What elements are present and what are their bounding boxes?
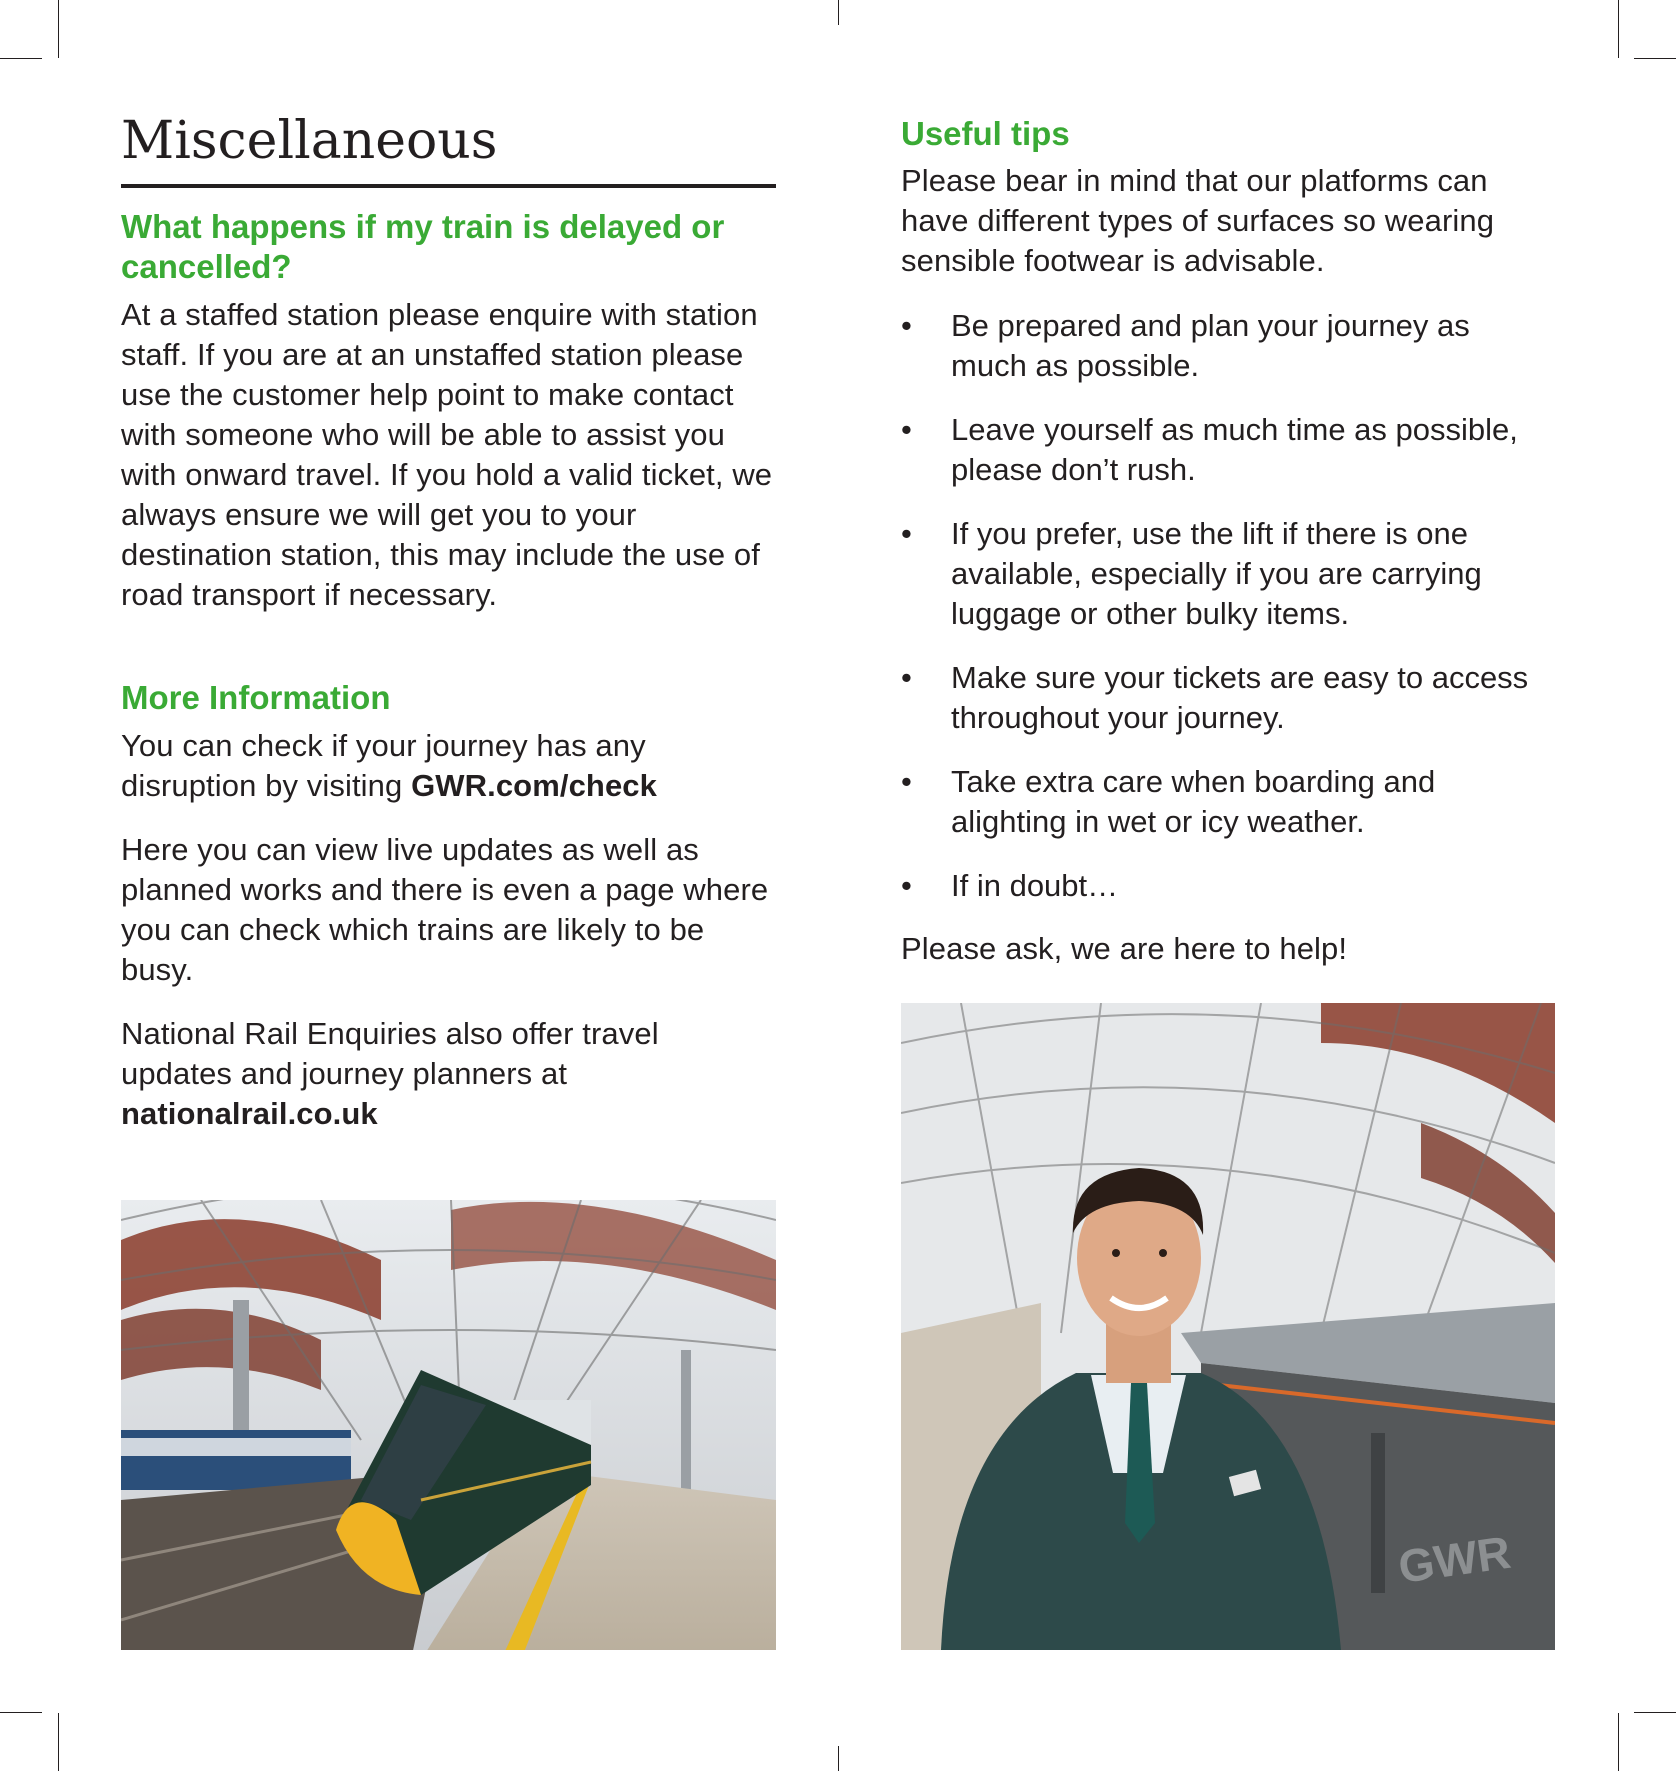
more-info-text: You can check if your journey has any disruption by visiting <box>121 728 646 803</box>
closing-text: Please ask, we are here to help! <box>901 931 1348 966</box>
delay-heading: What happens if my train is delayed or cancelled? <box>121 208 725 285</box>
crop-mark <box>838 0 839 25</box>
gwr-check-link[interactable]: GWR.com/check <box>411 768 657 803</box>
crop-mark <box>58 1713 59 1771</box>
crop-mark <box>0 58 42 59</box>
staff-member-photo <box>901 1003 1555 1650</box>
tips-intro: Please bear in mind that our platforms can have different types of surfaces so wearing sensible footwear is advisable. <box>901 163 1495 278</box>
crop-mark <box>838 1746 839 1771</box>
nationalrail-link[interactable]: nationalrail.co.uk <box>121 1096 378 1131</box>
tip-text: Be prepared and plan your journey as much as possible. <box>951 308 1470 383</box>
live-updates-body: Here you can view live updates as well as planned works and there is even a page where you can check which trains are likely to be busy. <box>121 832 769 987</box>
crop-mark <box>1634 1712 1676 1713</box>
crop-mark <box>58 0 59 58</box>
bullet-glyph: • <box>901 308 912 343</box>
bullet-glyph: • <box>901 412 912 447</box>
bullet-glyph: • <box>901 660 912 695</box>
title-rule <box>121 184 776 188</box>
train-photo-illustration <box>121 1200 776 1650</box>
crop-mark <box>1634 58 1676 59</box>
tip-text: If you prefer, use the lift if there is one available, especially if you are carrying luggage or other bulky items. <box>951 516 1482 631</box>
crop-mark <box>0 1712 42 1713</box>
crop-mark <box>1618 1713 1619 1771</box>
nre-text: National Rail Enquiries also offer travel updates and journey planners at <box>121 1016 659 1091</box>
tip-text: Take extra care when boarding and alighting in wet or icy weather. <box>951 764 1436 839</box>
train-platform-photo <box>121 1200 776 1650</box>
gwr-coach-logo: GWR <box>1395 1525 1514 1593</box>
bullet-glyph: • <box>901 868 912 903</box>
crop-mark <box>1618 0 1619 58</box>
tip-text: Leave yourself as much time as possible, please don’t rush. <box>951 412 1518 487</box>
staff-photo-illustration <box>901 1003 1555 1650</box>
nre-body <box>121 1014 721 1134</box>
bullet-glyph: • <box>901 764 912 799</box>
delay-body: At a staffed station please enquire with station staff. If you are at an unstaffed station please use the customer help point to make contact with someone who will be able to assist you with onward travel. If you hold a valid ticket, we always ensure we will get you to your destination station, this may include the use of road transport if necessary. <box>121 297 773 612</box>
more-info-heading: More Information <box>121 679 391 716</box>
bullet-glyph: • <box>901 516 912 551</box>
page-title: Miscellaneous <box>121 111 498 171</box>
tip-text: Make sure your tickets are easy to access throughout your journey. <box>951 660 1529 735</box>
more-info-body <box>121 726 721 806</box>
tip-text: If in doubt… <box>951 868 1119 903</box>
tips-heading: Useful tips <box>901 115 1070 152</box>
